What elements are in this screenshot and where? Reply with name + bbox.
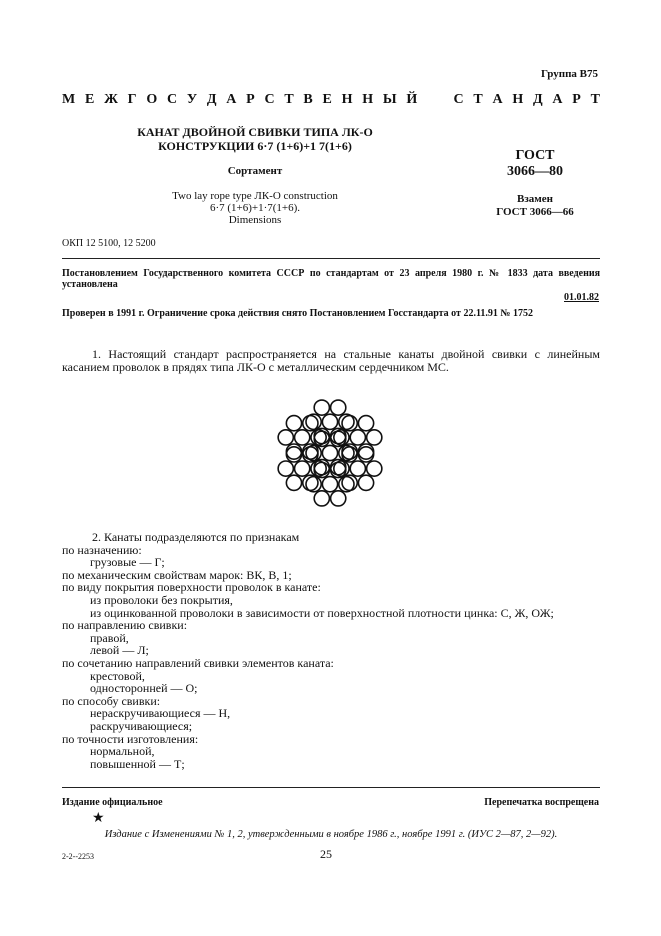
- wire-circle: [295, 430, 310, 445]
- header-letter: С: [166, 92, 178, 107]
- header-letter: Т: [473, 92, 483, 107]
- classification-line: односторонней — О;: [90, 681, 198, 696]
- classification-line: повышенной — Т;: [90, 756, 185, 771]
- gost-block: [475, 148, 595, 180]
- wire-circle: [331, 491, 346, 506]
- header-letter: О: [146, 92, 158, 107]
- wire-circle: [286, 416, 301, 431]
- wire-circle: [322, 477, 337, 492]
- header-letter: А: [492, 92, 503, 107]
- header-letter: Н: [362, 92, 374, 107]
- wire-circle: [314, 491, 329, 506]
- wire-circle: [322, 414, 337, 429]
- wire-circle: [286, 475, 301, 490]
- wire-circle: [367, 430, 382, 445]
- header-letter: Т: [284, 92, 294, 107]
- classification-list: [62, 531, 600, 770]
- classification-line: по точности изготовления:: [62, 731, 199, 746]
- wire-circle: [350, 461, 365, 476]
- group-code: Группа В75: [540, 68, 598, 80]
- classification-line: по способу свивки:: [62, 693, 161, 708]
- classification-line: из проволоки без покрытия,: [90, 592, 233, 607]
- header-letter: Р: [246, 92, 255, 107]
- footer-reprint: Перепечатка воспрещена: [484, 797, 599, 808]
- classification-line: по механическим свойствам марок: ВК, В, 1;: [62, 567, 292, 582]
- replaces-value: ГОСТ 3066—66: [496, 206, 574, 218]
- wire-circle: [295, 461, 310, 476]
- edition-note: Издание с Изменениями № 1, 2, утвержденными в ноябре 1986 г., ноябре 1991 г. (ИУС 2—87, 2—92).: [104, 829, 558, 840]
- header-gap: [440, 92, 444, 108]
- gost-label: ГОСТ: [515, 148, 555, 163]
- okp-code: ОКП 12 5100, 12 5200: [62, 238, 156, 249]
- header-gap: [427, 92, 431, 108]
- classification-line: левой — Л;: [90, 643, 149, 658]
- divider: [62, 258, 600, 259]
- rope-cross-section-icon: [250, 383, 410, 523]
- classification-line: правой,: [90, 630, 129, 645]
- checked-note: Проверен в 1991 г. Ограничение срока действия снято Постановлением Госстандарта от 22.11.91 № 1752: [62, 308, 533, 319]
- header-title: [62, 92, 600, 108]
- title-line-1: КАНАТ ДВОЙНОЙ СВИВКИ ТИПА ЛК-О: [137, 125, 373, 139]
- classification-line: раскручивающиеся;: [90, 718, 193, 733]
- wire-circle: [322, 445, 337, 460]
- header-letter: А: [226, 92, 237, 107]
- wire-circle: [278, 461, 293, 476]
- classification-line: по направлению свивки:: [62, 618, 188, 633]
- classification-line: нормальной,: [90, 744, 155, 759]
- wire-circle: [331, 400, 346, 415]
- page-number: 25: [320, 847, 332, 861]
- header-letter: С: [264, 92, 275, 107]
- header-letter: Ы: [382, 92, 397, 107]
- header-letter: Г: [127, 92, 137, 107]
- replaces-block: [475, 193, 595, 219]
- classification-line: 2. Канаты подразделяются по признакам: [92, 530, 300, 544]
- subtitle: Сортамент: [227, 165, 283, 177]
- wire-circle: [314, 400, 329, 415]
- header-letter: А: [552, 92, 563, 107]
- star-icon: ★: [92, 811, 105, 826]
- paragraph-1: 1. Настоящий стандарт распространяется на стальные канаты двойной свивки с линейным касанием проволок в прядях типа ЛК-О с металлическим сердечником МС.: [62, 347, 600, 374]
- replaces-label: Взамен: [517, 193, 553, 205]
- classification-line: по сочетанию направлений свивки элементов каната:: [62, 655, 334, 670]
- header-letter: У: [186, 92, 198, 107]
- header-letter: В: [303, 92, 313, 107]
- print-code: 2-2--2253: [62, 852, 94, 861]
- header-letter: Ж: [104, 92, 118, 107]
- document-title: [120, 125, 390, 153]
- classification-line: по виду покрытия поверхности проволок в канате:: [62, 580, 321, 595]
- wire-circle: [358, 416, 373, 431]
- english-line-2: 6·7 (1+6)+1·7(1+6).: [209, 202, 301, 214]
- english-title: [120, 190, 390, 226]
- wire-circle: [358, 475, 373, 490]
- title-line-2: КОНСТРУКЦИИ 6·7 (1+6)+1 7(1+6): [158, 139, 352, 153]
- classification-line: крестовой,: [90, 668, 145, 683]
- gost-number: 3066—80: [507, 164, 563, 179]
- footer-official: Издание официальное: [62, 797, 163, 808]
- english-line-1: Two lay rope type ЛК-О construction: [172, 190, 338, 202]
- decree-text: Постановлением Государственного комитета СССР по стандартам от 23 апреля 1980 г. № 1833 дата введения установлена: [62, 268, 600, 290]
- header-letter: Д: [206, 92, 217, 107]
- footer-divider: [62, 787, 600, 788]
- header-letter: Й: [406, 92, 418, 107]
- header-letter: Т: [590, 92, 600, 107]
- header-letter: Д: [533, 92, 543, 107]
- header-letter: Е: [84, 92, 95, 107]
- classification-line: по назначению:: [62, 542, 142, 557]
- header-letter: Н: [512, 92, 524, 107]
- header-letter: Е: [322, 92, 332, 107]
- header-letter: Н: [341, 92, 353, 107]
- header-letter: М: [62, 92, 76, 107]
- classification-line: нераскручивающиеся — Н,: [90, 706, 231, 721]
- effective-date: 01.01.82: [564, 292, 599, 303]
- english-line-3: Dimensions: [228, 214, 282, 226]
- header-letter: С: [453, 92, 464, 107]
- classification-line: из оцинкованной проволоки в зависимости от поверхностной плотности цинка: С, Ж, ОЖ;: [90, 605, 554, 620]
- header-letter: Р: [572, 92, 581, 107]
- wire-circle: [350, 430, 365, 445]
- wire-circle: [278, 430, 293, 445]
- classification-line: грузовые — Г;: [90, 555, 165, 570]
- wire-circle: [367, 461, 382, 476]
